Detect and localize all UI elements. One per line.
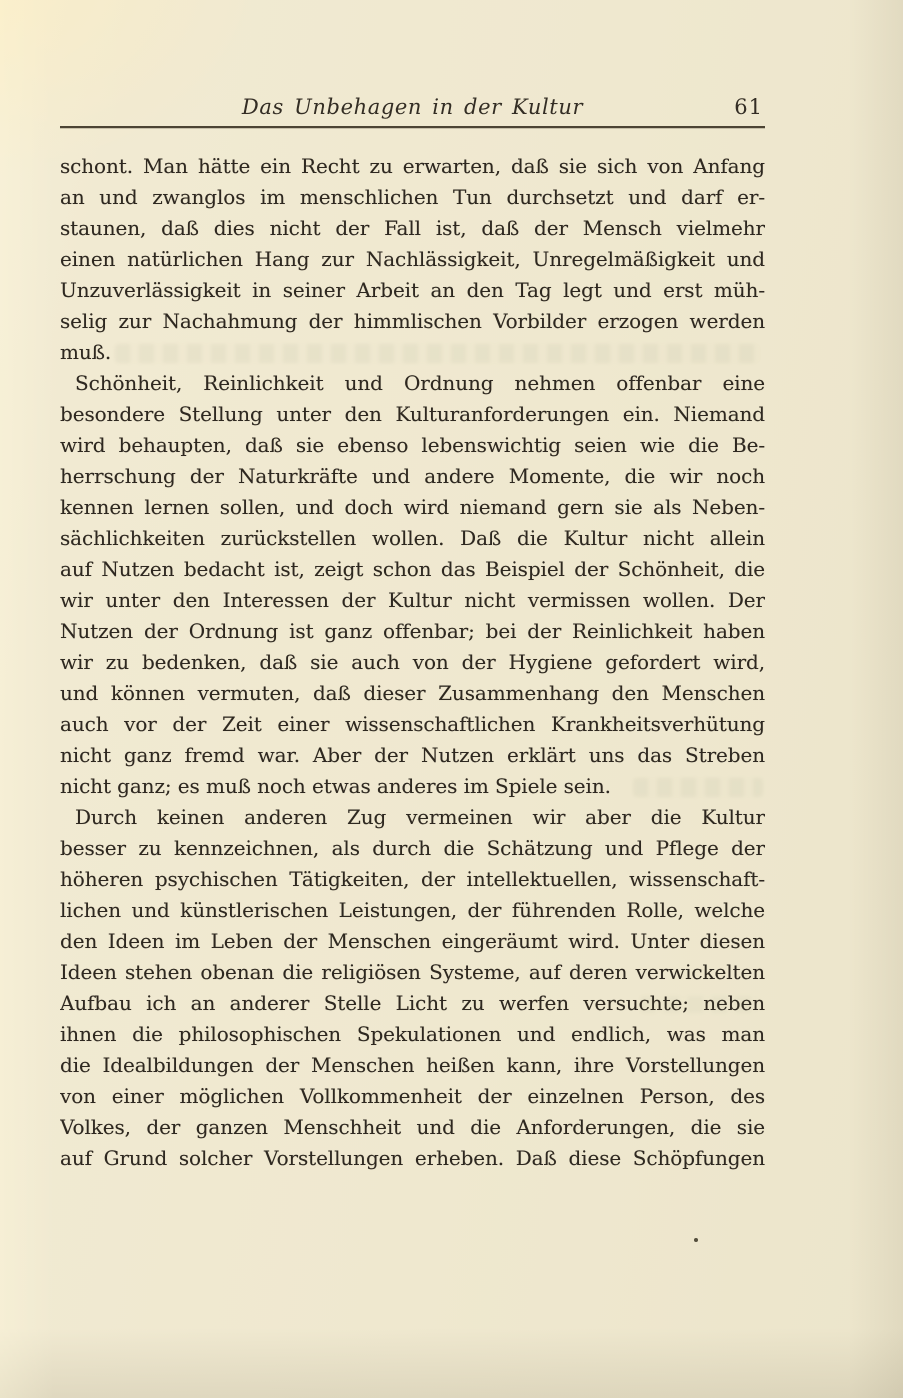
text-line: ihnen die philosophischen Spekulationen und endlich, was man	[60, 1022, 765, 1046]
text-line: auch vor der Zeit einer wissenschaftlichen Krankheitsverhütung	[60, 712, 765, 736]
text-line: einen natürlichen Hang zur Nachlässigkeit, Unregelmäßigkeit und	[60, 247, 765, 271]
text-line: nicht ganz fremd war. Aber der Nutzen erklärt uns das Streben	[60, 743, 765, 767]
page-body	[60, 151, 765, 1174]
text-line: an und zwanglos im menschlichen Tun durchsetzt und darf er-	[60, 185, 765, 209]
page-header	[60, 95, 765, 125]
bleed-through-artifact	[633, 778, 763, 797]
text-line: und können vermuten, daß dieser Zusammenhang den Menschen	[60, 681, 765, 705]
text-line: höheren psychischen Tätigkeiten, der intellektuellen, wissenschaft-	[60, 867, 765, 891]
running-title: Das Unbehagen in der Kultur	[241, 95, 584, 119]
text-line: schont. Man hätte ein Recht zu erwarten, daß sie sich von Anfang	[60, 154, 765, 178]
text-line: auf Nutzen bedacht ist, zeigt schon das Beispiel der Schönheit, die	[60, 557, 765, 581]
text-line: lichen und künstlerischen Leistungen, der führenden Rolle, welche	[60, 898, 765, 922]
page-number: 61	[734, 95, 763, 119]
text-line: sächlichkeiten zurückstellen wollen. Daß die Kultur nicht allein	[60, 526, 765, 550]
text-line: nicht ganz; es muß noch etwas anderes im Spiele sein.	[60, 774, 611, 798]
text-line: staunen, daß dies nicht der Fall ist, daß der Mensch vielmehr	[60, 216, 765, 240]
text-line: Schönheit, Reinlichkeit und Ordnung nehmen offenbar eine	[75, 371, 765, 395]
bleed-through-artifact	[115, 344, 760, 363]
text-line: wir zu bedenken, daß sie auch von der Hygiene gefordert wird,	[60, 650, 765, 674]
text-line: auf Grund solcher Vorstellungen erheben. Daß diese Schöpfungen	[60, 1146, 765, 1170]
text-line: kennen lernen sollen, und doch wird niemand gern sie als Neben-	[60, 495, 765, 519]
text-line: Nutzen der Ordnung ist ganz offenbar; bei der Reinlichkeit haben	[60, 619, 765, 643]
text-line: den Ideen im Leben der Menschen eingeräumt wird. Unter diesen	[60, 929, 765, 953]
text-line: selig zur Nachahmung der himmlischen Vorbilder erzogen werden	[60, 309, 765, 333]
text-line: Aufbau ich an anderer Stelle Licht zu werfen versuchte; neben	[60, 991, 765, 1015]
ink-speck	[694, 1238, 698, 1242]
text-line: Ideen stehen obenan die religiösen Systeme, auf deren verwickelten	[60, 960, 765, 984]
text-line: besser zu kennzeichnen, als durch die Schätzung und Pflege der	[60, 836, 765, 860]
text-line: Durch keinen anderen Zug vermeinen wir aber die Kultur	[75, 805, 765, 829]
text-line: muß.	[60, 340, 112, 364]
text-line: herrschung der Naturkräfte und andere Momente, die wir noch	[60, 464, 765, 488]
text-line: Volkes, der ganzen Menschheit und die Anforderungen, die sie	[60, 1115, 765, 1139]
text-line: wird behaupten, daß sie ebenso lebenswichtig seien wie die Be-	[60, 433, 765, 457]
header-rule	[60, 126, 765, 128]
text-line: Unzuverlässigkeit in seiner Arbeit an den Tag legt und erst müh-	[60, 278, 765, 302]
text-line: wir unter den Interessen der Kultur nicht vermissen wollen. Der	[60, 588, 765, 612]
text-line: die Idealbildungen der Menschen heißen kann, ihre Vorstellungen	[60, 1053, 765, 1077]
text-line: von einer möglichen Vollkommenheit der einzelnen Person, des	[60, 1084, 765, 1108]
text-line: besondere Stellung unter den Kulturanforderungen ein. Niemand	[60, 402, 765, 426]
bleed-through-artifact	[640, 996, 760, 1013]
